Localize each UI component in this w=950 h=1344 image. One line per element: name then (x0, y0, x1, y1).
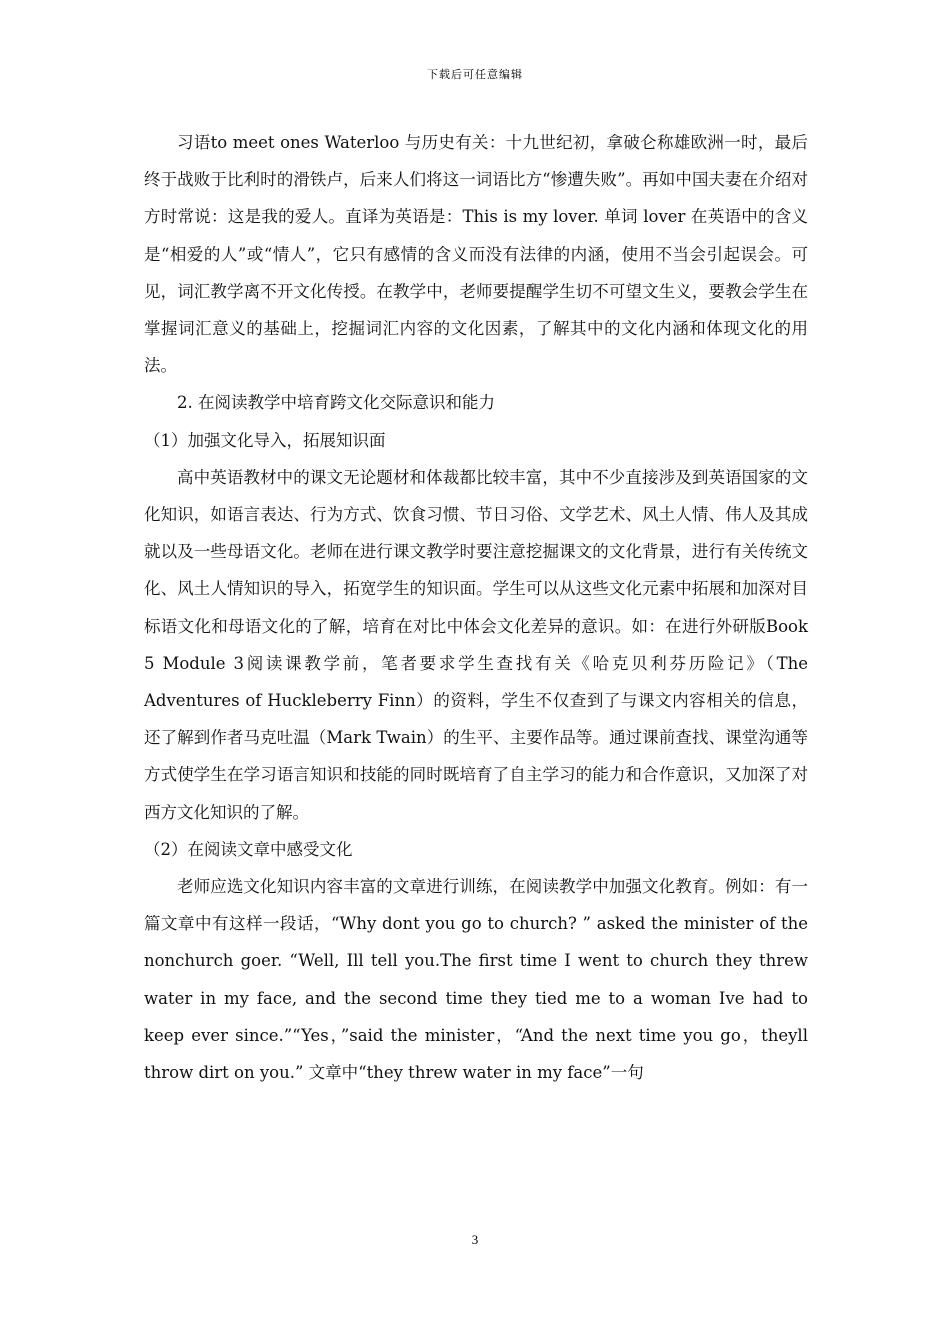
paragraph-textbook-culture: 高中英语教材中的课文无论题材和体裁都比较丰富，其中不少直接涉及到英语国家的文化知识，如语言表达、行为方式、饮食习惯、节日习俗、文学艺术、风土人情、伟人及其成就以及一些母语文化。老师在进行课文教学时要注意挖掘课文的文化背景，进行有关传统文化、风土人情知识的导入，拓宽学生的知识面。学生可以从这些文化元素中拓展和加深对目标语文化和母语文化的了解，培育在对比中体会文化差异的意识。如：在进行外研版Book 5 Module 3阅读课教学前，笔者要求学生查找有关《哈克贝利芬历险记》（The Adventures of Huckleberry Finn）的资料，学生不仅查到了与课文内容相关的信息，还了解到作者马克吐温（Mark Twain）的生平、主要作品等。通过课前查找、课堂沟通等方式使学生在学习语言知识和技能的同时既培育了自主学习的能力和合作意识，又加深了对西方文化知识的了解。 (144, 467, 808, 822)
subheading-culture-import: （1）加强文化导入，拓展知识面 (144, 430, 386, 450)
paragraph-idiom-waterloo: 习语to meet ones Waterloo 与历史有关：十九世纪初，拿破仑称雄欧洲一时，最后终于战败于比利时的滑铁卢，后来人们将这一词语比方“惨遭失败”。再如中国夫妻在介绍对方时常说：这是我的爱人。直译为英语是：This is my lover. 单词 lover 在英语中的含义是“相爱的人”或“情人”，它只有感情的含义而没有法律的内涵，使用不当会引起误会。可见，词汇教学离不开文化传授。在教学中，老师要提醒学生切不可望文生义，要教会学生在掌握词汇意义的基础上，挖掘词汇内容的文化因素，了解其中的文化内涵和体现文化的用法。 (144, 133, 808, 376)
page-header: 下载后可任意编辑 (427, 68, 523, 81)
section-heading-reading: 2. 在阅读教学中培育跨文化交际意识和能力 (177, 393, 495, 413)
document-body (144, 124, 808, 1091)
subheading-feel-culture: （2）在阅读文章中感受文化 (144, 839, 353, 859)
paragraph-church-example: 老师应选文化知识内容丰富的文章进行训练，在阅读教学中加强文化教育。例如：有一篇文章中有这样一段话，“Why dont you go to church? ” asked the minister of the nonchurch goer. “Well, Ill tell you.The first time I went to church they threw water in my face, and the second time they tied me to a woman Ive had to keep ever since.”“Yes，”said the minister，“And the next time you go，theyll throw dirt on you.” 文章中“they threw water in my face”一句 (144, 877, 808, 1083)
page-number: 3 (471, 1232, 479, 1247)
